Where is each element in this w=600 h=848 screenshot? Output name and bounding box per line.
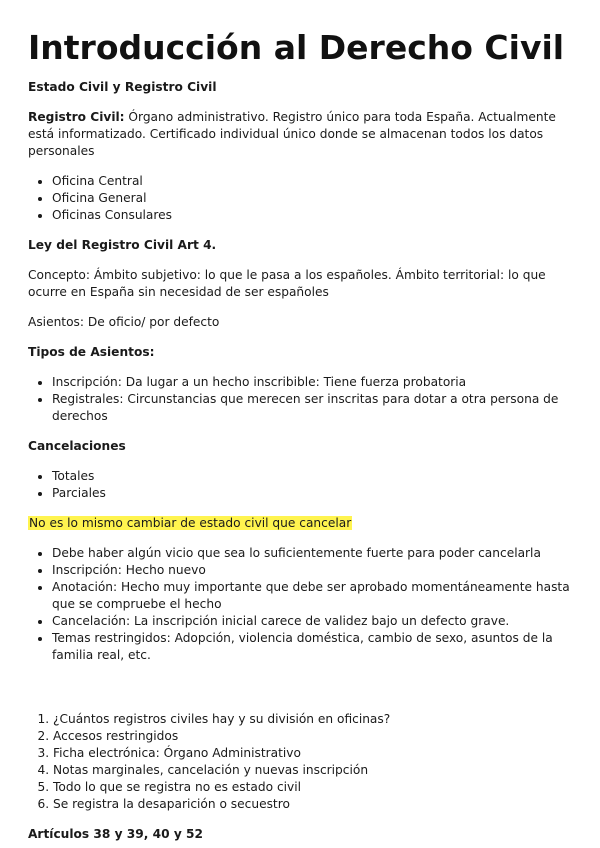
registro-label: Registro Civil: [28, 110, 125, 124]
list-item: • Oficinas Consulares [52, 207, 572, 224]
concepto-paragraph: Concepto: Ámbito subjetivo: lo que le pasa a los españoles. Ámbito territorial: lo que ocurre en España sin necesidad de ser españoles [28, 268, 546, 299]
highlighted-text: No es lo mismo cambiar de estado civil que cancelar [29, 516, 352, 530]
list-item: 6. Se registra la desaparición o secuestro [53, 796, 572, 813]
cancelaciones-heading: Cancelaciones [28, 439, 126, 453]
list-item: 5. Todo lo que se registra no es estado civil [53, 779, 572, 796]
registro-text: Órgano administrativo. Registro único para toda España. Actualmente está informatizado. Certificado individual único donde se almacenan todos los datos personales [28, 110, 556, 158]
list-item: • Temas restringidos: Adopción, violencia doméstica, cambio de sexo, asuntos de la familia real, etc. [52, 630, 572, 664]
list-item: 3. Ficha electrónica: Órgano Administrativo [53, 745, 572, 762]
blank-space [28, 677, 572, 711]
highlight-paragraph [28, 515, 572, 532]
list-item: • Cancelación: La inscripción inicial carece de validez bajo un defecto grave. [52, 613, 572, 630]
tipos-list [28, 374, 572, 425]
list-item: • Registrales: Circunstancias que merecen ser inscritas para dotar a otra persona de derechos [52, 391, 572, 425]
asientos-paragraph: Asientos: De oficio/ por defecto [28, 315, 220, 329]
list-item: 4. Notas marginales, cancelación y nuevas inscripción [53, 762, 572, 779]
list-item: • Inscripción: Hecho nuevo [52, 562, 572, 579]
oficinas-list [28, 173, 572, 224]
registro-paragraph [28, 109, 572, 160]
section-heading: Estado Civil y Registro Civil [28, 80, 217, 94]
cancelaciones-list [28, 468, 572, 502]
page-title: Introducción al Derecho Civil [28, 28, 565, 67]
list-item: 2. Accesos restringidos [53, 728, 572, 745]
questions-list [28, 711, 572, 813]
list-item: • Oficina General [52, 190, 572, 207]
tipos-heading: Tipos de Asientos: [28, 345, 155, 359]
articles-heading: Artículos 38 y 39, 40 y 52 [28, 827, 203, 841]
list-item: • Totales [52, 468, 572, 485]
list-item: • Debe haber algún vicio que sea lo suficientemente fuerte para poder cancelarla [52, 545, 572, 562]
list-item: • Anotación: Hecho muy importante que debe ser aprobado momentáneamente hasta que se compruebe el hecho [52, 579, 572, 613]
list-item: • Oficina Central [52, 173, 572, 190]
list-item: • Parciales [52, 485, 572, 502]
details-list [28, 545, 572, 664]
list-item: 1. ¿Cuántos registros civiles hay y su división en oficinas? [53, 711, 572, 728]
list-item: • Inscripción: Da lugar a un hecho inscribible: Tiene fuerza probatoria [52, 374, 572, 391]
ley-heading: Ley del Registro Civil Art 4. [28, 238, 217, 252]
